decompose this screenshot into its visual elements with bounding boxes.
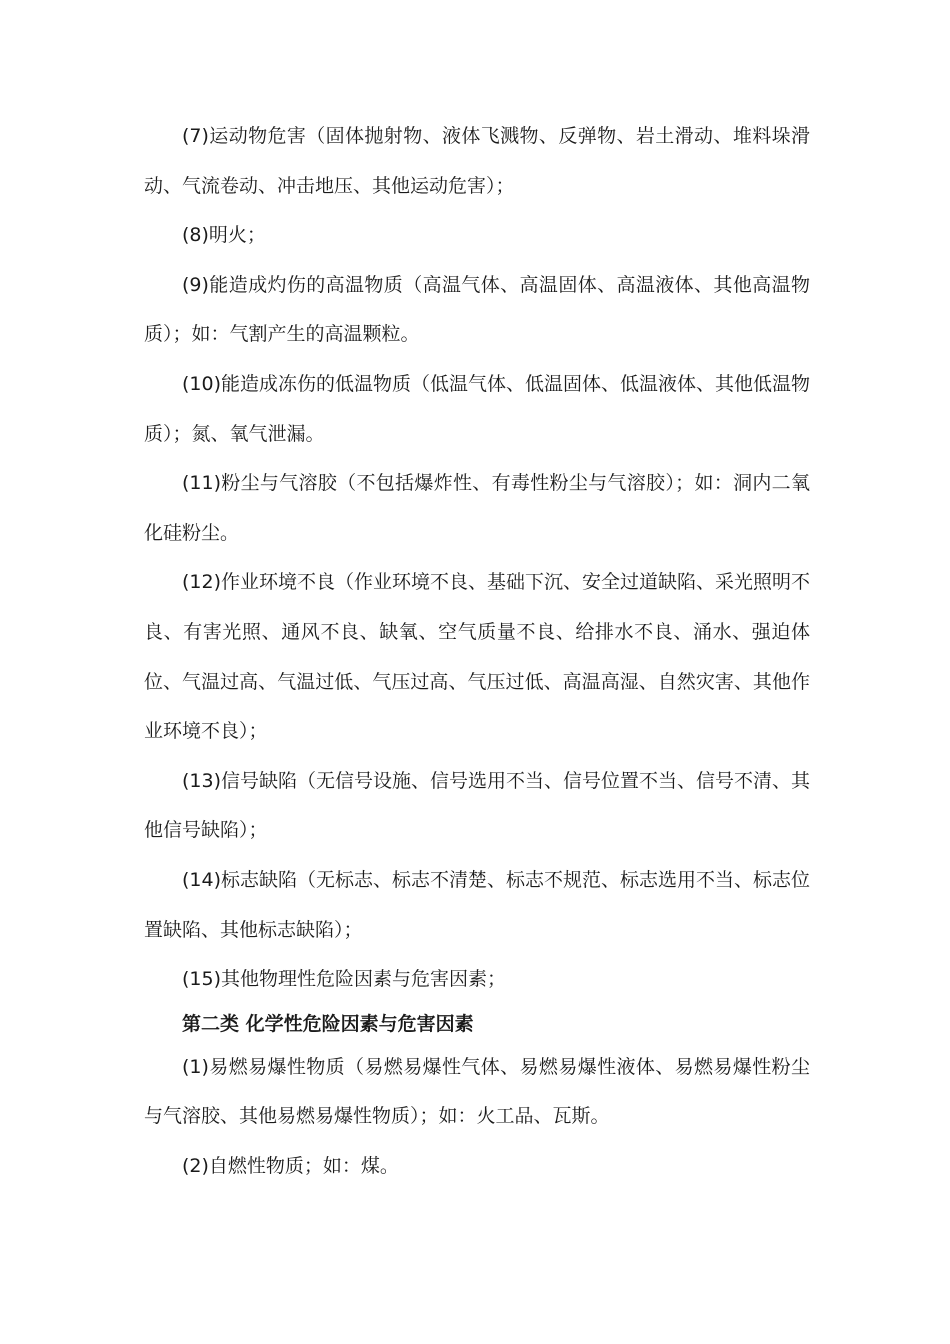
paragraph-item-12: (12)作业环境不良（作业环境不良、基础下沉、安全过道缺陷、采光照明不良、有害光照、通风不良、缺氧、空气质量不良、给排水不良、涌水、强迫体位、气温过高、气温过低、气压过高、气压过低、高温高湿、自然灾害、其他作业环境不良）； — [144, 571, 811, 743]
paragraph-item-15: (15)其他物理性危险因素与危害因素； — [182, 968, 507, 991]
paragraph-item-14: (14)标志缺陷（无标志、标志不清楚、标志不规范、标志选用不当、标志位置缺陷、其他标志缺陷）； — [144, 868, 811, 941]
paragraph-item-11: (11)粉尘与气溶胶（不包括爆炸性、有毒性粉尘与气溶胶）；如：洞内二氧化硅粉尘。 — [144, 472, 810, 544]
paragraph-item-9: (9)能造成灼伤的高温物质（高温气体、高温固体、高温液体、其他高温物质）；如：气割产生的高温颗粒。 — [144, 273, 810, 346]
paragraph-chem-item-2: (2)自燃性物质；如：煤。 — [182, 1154, 399, 1177]
section-heading: 第二类 化学性危险因素与危害因素 — [182, 1012, 474, 1035]
paragraph-item-10: (10)能造成冻伤的低温物质（低温气体、低温固体、低温液体、其他低温物质）；氮、氧气泄漏。 — [144, 372, 811, 445]
paragraph-item-7: (7)运动物危害（固体抛射物、液体飞溅物、反弹物、岩土滑动、堆料垛滑动、气流卷动、冲击地压、其他运动危害）； — [144, 125, 810, 197]
document-body — [144, 112, 810, 1191]
paragraph-item-8: (8)明火； — [182, 224, 266, 247]
paragraph-item-13: (13)信号缺陷（无信号设施、信号选用不当、信号位置不当、信号不清、其他信号缺陷）； — [144, 769, 811, 842]
paragraph-chem-item-1: (1)易燃易爆性物质（易燃易爆性气体、易燃易爆性液体、易燃易爆性粉尘与气溶胶、其他易燃易爆性物质）；如：火工品、瓦斯。 — [144, 1055, 810, 1128]
